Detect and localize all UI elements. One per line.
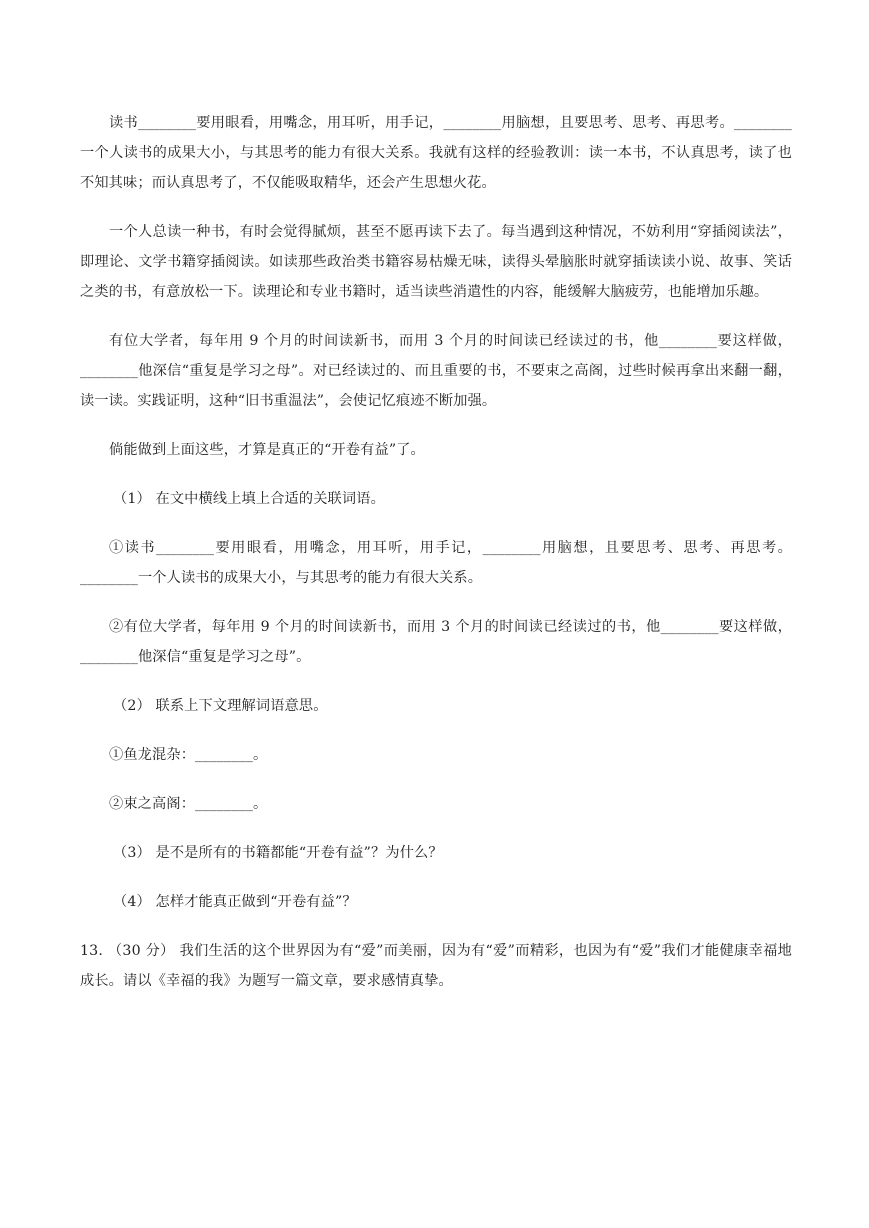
question-2-item-1: ①鱼龙混杂：________。 [109, 747, 268, 763]
question-3-label: （3） 是不是所有的书籍都能“开卷有益”？为什么？ [113, 845, 443, 861]
passage-paragraph-1: 读书________要用眼看，用嘴念，用耳听，用手记，________用脑想，且要思考、思考、再思考。________一个人读书的成果大小，与其思考的能力有很大关系。我就有这样的经验教训：读一本书，不认真思考，读了也不知其味；而认真思考了，不仅能吸取精华，还会产生思想火花。 [80, 115, 792, 191]
passage-paragraph-3: 有位大学者，每年用 9 个月的时间读新书，而用 3 个月的时间读已经读过的书，他________要这样做，________他深信“重复是学习之母”。对已经读过的、而且重要的书，不要束之高阁，过些时候再拿出来翻一翻，读一读。实践证明，这种“旧书重温法”，会使记忆痕迹不断加强。 [80, 333, 792, 409]
question-13: 13. （30 分） 我们生活的这个世界因为有“爱”而美丽，因为有“爱”而精彩，也因为有“爱”我们才能健康幸福地成长。请以《幸福的我》为题写一篇文章，要求感情真挚。 [80, 943, 792, 989]
question-4-label: （4） 怎样才能真正做到“开卷有益”？ [113, 894, 357, 910]
question-1-item-2: ②有位大学者，每年用 9 个月的时间读新书，而用 3 个月的时间读已经读过的书，他________要这样做，________他深信“重复是学习之母”。 [80, 619, 792, 665]
question-1-label: （1） 在文中横线上填上合适的关联词语。 [113, 491, 385, 507]
question-1-item-1: ①读书________要用眼看，用嘴念，用耳听，用手记，________用脑想，且要思考、思考、再思考。________一个人读书的成果大小，与其思考的能力有很大关系。 [80, 540, 792, 586]
question-2-label: （2） 联系上下文理解词语意思。 [113, 698, 328, 714]
passage-paragraph-2: 一个人总读一种书，有时会觉得腻烦，甚至不愿再读下去了。每当遇到这种情况，不妨利用“穿插阅读法”，即理论、文学书籍穿插阅读。如读那些政治类书籍容易枯燥无味，读得头晕脑胀时就穿插读读小说、故事、笑话之类的书，有意放松一下。读理论和专业书籍时，适当读些消遣性的内容，能缓解大脑疲劳，也能增加乐趣。 [80, 224, 792, 300]
question-2-item-2: ②束之高阁：________。 [109, 796, 268, 812]
passage-paragraph-4: 倘能做到上面这些，才算是真正的“开卷有益”了。 [109, 442, 425, 458]
document-content [80, 108, 792, 996]
